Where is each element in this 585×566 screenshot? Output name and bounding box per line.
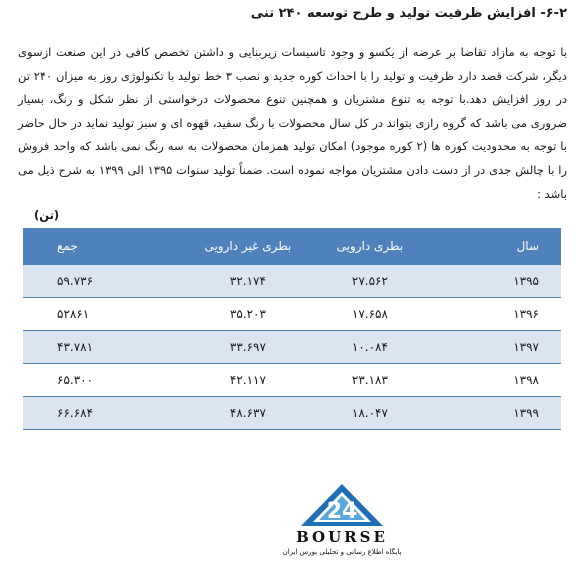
section-heading: ۶-۲- افزایش ظرفیت تولید و طرح توسعه ۲۴۰ تنی xyxy=(250,6,567,21)
header-non-medicinal-bottle: بطری غیر دارویی xyxy=(181,228,315,265)
table-row xyxy=(23,265,561,298)
cell-total: ۴۳.۷۸۱ xyxy=(23,331,181,364)
svg-text:24: 24 xyxy=(326,499,358,524)
body-paragraph: با توجه به مازاد تقاضا بر عرضه از یکسو و وجود تاسیسات زیربنایی و داشتن تخصص کافی در این صنعت ازسوی دیگر، شرکت قصد دارد ظرفیت و تولید را با احداث کوره جدید و نصب ۳ خط تولید با تکنولوژی روز به میزان ۲۴۰ تن در روز افزایش دهد.با توجه به تنوع مشتریان و همچنین تنوع محصولات درخواستی از نظر شکل و رنگ، بسیار ضروری می باشد که گروه رازی بتواند در کل سال محصولات با رنگ سفید، قهوه ای و سبز تولید نماید در حال حاضر با توجه به محدودیت کوره ها (۲ کوره موجود) امکان تولید همزمان محصولات به سه رنگ نمی باشد که واحد فروش را با چالش جدی در از دست دادن مشتریان مواجه نموده است. ضمناً تولید سنوات ۱۳۹۵ الی ۱۳۹۹ به شرح ذیل می باشد : xyxy=(18,45,567,201)
cell-medicinal: ۲۷.۵۶۲ xyxy=(315,265,425,298)
cell-non-medicinal: ۳۳.۶۹۷ xyxy=(181,331,315,364)
cell-non-medicinal: ۴۲.۱۱۷ xyxy=(181,364,315,397)
cell-total: ۶۶.۶۸۴ xyxy=(23,397,181,430)
header-year: سال xyxy=(425,228,561,265)
cell-non-medicinal: ۴۸.۶۳۷ xyxy=(181,397,315,430)
bourse-logo-word: BOURSE xyxy=(296,528,388,546)
table-row xyxy=(23,298,561,331)
cell-medicinal: ۱۰.۰۸۴ xyxy=(315,331,425,364)
cell-non-medicinal: ۳۲.۱۷۴ xyxy=(181,265,315,298)
cell-total: ۵۹.۷۳۶ xyxy=(23,265,181,298)
table-row xyxy=(23,397,561,430)
bourse-logo-tagline: پایگاه اطلاع رسانی و تحلیلی بورس ایران xyxy=(282,548,402,556)
production-table xyxy=(23,228,561,430)
bourse-logo-mark xyxy=(299,482,385,528)
cell-year: ۱۳۹۸ xyxy=(425,364,561,397)
bourse-logo xyxy=(267,482,417,566)
table-row xyxy=(23,331,561,364)
cell-medicinal: ۲۳.۱۸۳ xyxy=(315,364,425,397)
cell-year: ۱۳۹۵ xyxy=(425,265,561,298)
cell-year: ۱۳۹۷ xyxy=(425,331,561,364)
cell-total: ۵۲۸۶۱ xyxy=(23,298,181,331)
cell-year: ۱۳۹۹ xyxy=(425,397,561,430)
cell-non-medicinal: ۳۵.۲۰۳ xyxy=(181,298,315,331)
unit-label: (تن) xyxy=(34,208,60,222)
cell-medicinal: ۱۸.۰۴۷ xyxy=(315,397,425,430)
table-row xyxy=(23,364,561,397)
table-header-row xyxy=(23,228,561,265)
cell-medicinal: ۱۷.۶۵۸ xyxy=(315,298,425,331)
cell-year: ۱۳۹۶ xyxy=(425,298,561,331)
header-total: جمع xyxy=(23,228,181,265)
cell-total: ۶۵.۳۰۰ xyxy=(23,364,181,397)
header-medicinal-bottle: بطری دارویی xyxy=(315,228,425,265)
